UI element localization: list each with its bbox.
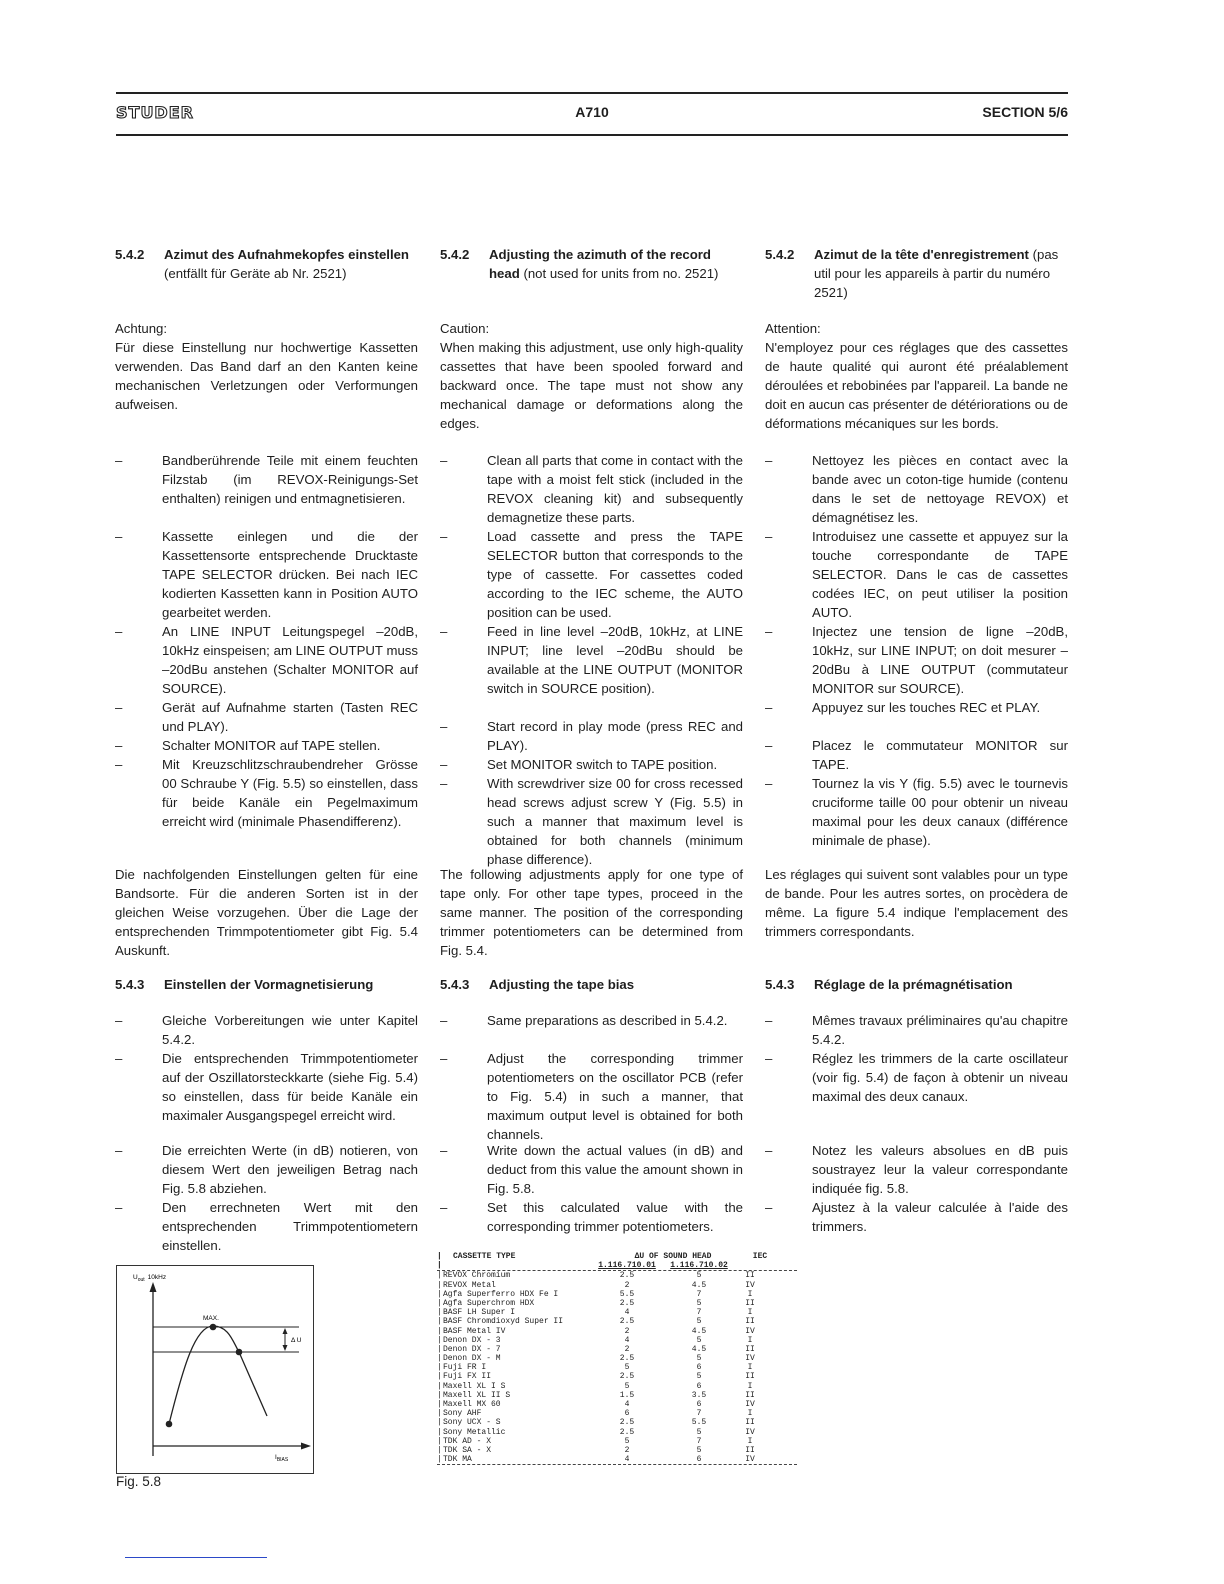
header-cassette-type: CASSETTE TYPE — [453, 1252, 516, 1261]
cell-delta-u-01: 5 — [624, 1436, 630, 1446]
cell-delta-u-02: 4.5 — [691, 1344, 707, 1354]
table-row: | TDK MA 4 6 IV — [437, 1455, 797, 1465]
y-axis-arrow — [150, 1282, 157, 1292]
step-en-5: – Set MONITOR switch to TAPE position. — [440, 757, 718, 772]
step-en-2: – Load cassette and press the TAPE SELECTOR button that corresponds to the type of cassette. For cassettes coded according to the IEC scheme, the AUTO position can be used. — [440, 529, 743, 620]
table-row: | TDK SA - X 2 5 II — [437, 1446, 797, 1455]
caution-text-fr: N'employez pour ces réglages que des cassettes de haute qualité qui auront été préalablement déroulées et rebobinées par l'appareil. La bande ne doit en aucun cas présenter de détériorations ou de déformations mécaniques sur les bords. — [765, 340, 1068, 431]
table-header-row: | CASSETTE TYPE ΔU OF SOUND HEAD IEC — [437, 1252, 797, 1261]
cell-delta-u-01: 2 — [624, 1280, 630, 1290]
subheader-01: 1.116.710.01 — [598, 1261, 656, 1271]
table-row: | Maxell XL II S 1.5 3.5 II — [437, 1391, 797, 1400]
cell-delta-u-02: 5 — [696, 1317, 702, 1327]
cell-delta-u-02: 4.5 — [691, 1326, 707, 1336]
step-en-1: – Clean all parts that come in contact with the tape with a moist felt stick (included in the REVOX cleaning kit) and subsequently demagnetize these parts. — [440, 453, 743, 525]
bias-step-en-1: – Same preparations as described in 5.4.2. — [440, 1013, 728, 1028]
model-name: A710 — [575, 104, 609, 120]
figure-5-8 — [116, 1265, 314, 1474]
table-row: | BASF Metal IV 2 4.5 IV — [437, 1327, 797, 1336]
cell-iec: I — [747, 1335, 753, 1345]
table-row: | Fuji FR I 5 6 I — [437, 1363, 797, 1372]
table-row: | Sony UCX - S 2.5 5.5 II — [437, 1418, 797, 1427]
max-point — [210, 1324, 217, 1331]
cell-iec: I — [747, 1381, 753, 1391]
cell-cassette-type: Maxell MX 60 — [443, 1400, 501, 1409]
cell-delta-u-01: 4 — [624, 1335, 630, 1345]
heading-543-de: 5.4.3 Einstellen der Vormagnetisierung — [115, 977, 374, 992]
cell-cassette-type: Maxell XL I S — [443, 1381, 506, 1391]
cell-delta-u-01: 2.5 — [619, 1271, 635, 1281]
bias-step-en-4: – Set this calculated value with the corresponding trimmer potentiometers. — [440, 1200, 743, 1234]
following-text-en: The following adjustments apply for one type of tape only. For other tape types, proceed in the same manner. The position of the corresponding trimmer potentiometers can be determined from Fig. 5.4. — [440, 867, 743, 958]
cell-delta-u-01: 2 — [624, 1445, 630, 1455]
cell-cassette-type: Denon DX - M — [443, 1354, 501, 1364]
cell-delta-u-01: 2.5 — [619, 1418, 635, 1428]
table-row: | Agfa Superchrom HDX 2.5 5 II — [437, 1299, 797, 1308]
cell-iec: I — [747, 1436, 753, 1446]
cell-cassette-type: TDK MA — [443, 1455, 472, 1465]
cell-iec: IV — [745, 1354, 755, 1364]
header-iec: IEC — [752, 1252, 768, 1261]
cell-iec: IV — [745, 1427, 755, 1437]
step-fr-5: – Placez le commutateur MONITOR sur TAPE. — [765, 738, 1068, 772]
y-axis-label: $U_{out}$ 10kHz — [133, 1274, 167, 1283]
cell-iec: II — [745, 1271, 755, 1281]
cell-cassette-type: REVOX Metal — [443, 1280, 496, 1290]
cell-delta-u-02: 7 — [696, 1409, 702, 1419]
cell-cassette-type: Agfa Superchrom HDX — [443, 1298, 535, 1308]
cell-delta-u-01: 5.5 — [619, 1289, 635, 1299]
cell-cassette-type: Fuji FR I — [443, 1363, 487, 1373]
cell-iec: II — [745, 1298, 755, 1308]
cell-iec: IV — [745, 1326, 755, 1336]
table-row: | Denon DX - M 2.5 5 IV — [437, 1354, 797, 1363]
following-text-de: Die nachfolgenden Einstellungen gelten für eine Bandsorte. Für die anderen Sorten ist in der gleichen Weise vorzugehen. Über die Lage der entsprechenden Trimmpotentiometer gibt Fig. 5.4 Auskunft. — [115, 867, 418, 958]
cell-cassette-type: REVOX Chromium — [443, 1271, 511, 1281]
bias-step-de-1: – Gleiche Vorbereitungen wie unter Kapitel 5.4.2. — [115, 1013, 418, 1047]
bias-step-en-3: – Write down the actual values (in dB) and deduct from this value the amount shown in Fig. 5.8. — [440, 1143, 743, 1196]
bias-step-de-4: – Den errechneten Wert mit den entsprechenden Trimmpotentiometern einstellen. — [115, 1200, 418, 1253]
heading-542-en: 5.4.2 Adjusting the azimuth of the record head (not used for units from no. 2521) — [440, 247, 719, 281]
delta-point — [236, 1349, 243, 1356]
step-fr-2: – Introduisez une cassette et appuyez sur la touche correspondante de TAPE SELECTOR. Dans le cas de cassettes codées IEC, on peut utiliser la position AUTO. — [765, 529, 1068, 620]
cell-delta-u-02: 6 — [696, 1381, 702, 1391]
cell-delta-u-02: 5 — [696, 1354, 702, 1364]
table-row: | TDK AD - X 5 7 I — [437, 1437, 797, 1446]
bias-step-de-2: – Die entsprechenden Trimmpotentiometer auf der Oszillatorsteckkarte (siehe Fig. 5.4) so einstellen, dass für beide Kanäle ein maximaler Ausgangspegel erreicht wird. — [115, 1051, 418, 1123]
table-row: | REVOX Chromium 2.5 5 II — [437, 1271, 797, 1280]
table-body — [437, 1271, 797, 1465]
caution-text-en: When making this adjustment, use only high-quality cassettes that have been spooled forward and backward once. The tape must not show any mechanical damage or deformations along the edges. — [440, 340, 743, 431]
start-point — [166, 1421, 173, 1428]
bias-step-en-2: – Adjust the corresponding trimmer potentiometers on the oscillator PCB (refer to Fig. 5.4) in such a manner, that maximum output level is obtained for both channels. — [440, 1051, 743, 1142]
brand-logo: STUDER — [116, 103, 194, 122]
cell-delta-u-01: 2.5 — [619, 1354, 635, 1364]
cell-delta-u-01: 2.5 — [619, 1298, 635, 1308]
table-row: | Sony AHF 6 7 I — [437, 1409, 797, 1418]
cell-iec: IV — [745, 1455, 755, 1465]
cell-delta-u-02: 4.5 — [691, 1280, 707, 1290]
cell-delta-u-01: 2 — [624, 1326, 630, 1336]
step-en-3: – Feed in line level –20dB, 10kHz, at LINE INPUT; line level –20dBu should be available at the LINE OUTPUT (MONITOR switch in SOURCE position). — [440, 624, 743, 696]
cell-cassette-type: Maxell XL II S — [443, 1390, 511, 1400]
bias-step-de-3: – Die erreichten Werte (in dB) notieren, von diesem Wert den jeweiligen Betrag nach Fig. 5.8 abziehen. — [115, 1143, 418, 1196]
cell-cassette-type: Sony AHF — [443, 1409, 482, 1419]
delta-label: Δ U — [291, 1337, 302, 1344]
cell-iec: I — [747, 1289, 753, 1299]
cell-delta-u-01: 2 — [624, 1344, 630, 1354]
cell-delta-u-01: 2.5 — [619, 1427, 635, 1437]
bias-step-fr-2: – Réglez les trimmers de la carte oscillateur (voir fig. 5.4) de façon à obtenir un niveau maximal des deux canaux. — [765, 1051, 1068, 1104]
page-header — [116, 92, 1068, 136]
step-de-5: – Schalter MONITOR auf TAPE stellen. — [115, 738, 381, 753]
heading-542-de: 5.4.2 Azimut des Aufnahmekopfes einstellen (entfällt für Geräte ab Nr. 2521) — [115, 247, 409, 281]
cell-iec: I — [747, 1308, 753, 1318]
header-delta-u: ΔU OF SOUND HEAD — [634, 1252, 712, 1261]
step-fr-3: – Injectez une tension de ligne –20dB, 10kHz, sur LINE INPUT; on doit mesurer –20dBu à LINE OUTPUT (commutateur MONITOR sur SOURCE). — [765, 624, 1068, 696]
bias-curve — [169, 1326, 267, 1424]
cell-delta-u-01: 5 — [624, 1381, 630, 1391]
following-text-fr: Les réglages qui suivent sont valables pour un type de bande. Pour les autres sortes, on procèdera de même. La figure 5.4 indique l'emplacement des trimmers correspondants. — [765, 867, 1068, 939]
heading-543-en: 5.4.3 Adjusting the tape bias — [440, 977, 635, 992]
step-de-4: – Gerät auf Aufnahme starten (Tasten REC und PLAY). — [115, 700, 418, 734]
bias-step-fr-1: – Mêmes travaux préliminaires qu'au chapitre 5.4.2. — [765, 1013, 1068, 1047]
bias-step-fr-3: – Notez les valeurs absolues en dB puis soustrayez leur la valeur correspondante indiquée fig. 5.8. — [765, 1143, 1068, 1196]
cell-iec: I — [747, 1363, 753, 1373]
table-row: | Maxell XL I S 5 6 I — [437, 1382, 797, 1391]
cell-cassette-type: Sony UCX - S — [443, 1418, 501, 1428]
cassette-table — [437, 1252, 797, 1465]
cell-delta-u-02: 7 — [696, 1308, 702, 1318]
cell-cassette-type: Denon DX - 3 — [443, 1335, 501, 1345]
step-en-4: – Start record in play mode (press REC and PLAY). — [440, 719, 743, 753]
heading-543-fr: 5.4.3 Réglage de la prémagnétisation — [765, 977, 1013, 992]
caution-label-fr: Attention: — [765, 321, 821, 336]
step-de-3: – An LINE INPUT Leitungspegel –20dB, 10kHz einspeisen; am LINE OUTPUT muss –20dBu anstehen (Schalter MONITOR auf SOURCE). — [115, 624, 418, 696]
caution-label-en: Caution: — [440, 321, 490, 336]
cell-iec: II — [745, 1317, 755, 1327]
cell-delta-u-02: 3.5 — [691, 1390, 707, 1400]
cell-delta-u-02: 7 — [696, 1289, 702, 1299]
table-row: | BASF LH Super I 4 7 I — [437, 1308, 797, 1317]
cell-delta-u-01: 2.5 — [619, 1372, 635, 1382]
table-row: | Maxell MX 60 4 6 IV — [437, 1400, 797, 1409]
step-fr-6: – Tournez la vis Y (fig. 5.5) avec le tournevis cruciforme taille 00 pour obtenir un niveau maximal pour les deux canaux (différence minimale de phase). — [765, 776, 1068, 848]
cell-delta-u-01: 2.5 — [619, 1317, 635, 1327]
cell-delta-u-01: 6 — [624, 1409, 630, 1419]
cell-delta-u-01: 4 — [624, 1400, 630, 1409]
cell-iec: II — [745, 1445, 755, 1455]
cell-delta-u-02: 6 — [696, 1455, 702, 1465]
step-de-2: – Kassette einlegen und die der Kassettensorte entsprechende Drucktaste TAPE SELECTOR drücken. Bei nach IEC kodierten Kassetten kann in Position AUTO gearbeitet werden. — [115, 529, 418, 620]
cell-cassette-type: BASF LH Super I — [443, 1308, 516, 1318]
cell-delta-u-01: 4 — [624, 1455, 630, 1465]
cell-delta-u-01: 5 — [624, 1363, 630, 1373]
footer-rule — [125, 1557, 267, 1558]
cell-delta-u-02: 5 — [696, 1271, 702, 1281]
cell-delta-u-02: 5 — [696, 1335, 702, 1345]
bias-step-fr-4: – Ajustez à la valeur calculée à l'aide des trimmers. — [765, 1200, 1068, 1234]
caution-text-de: Für diese Einstellung nur hochwertige Kassetten verwenden. Das Band darf an den Kanten keine mechanischen Verletzungen oder Verformungen aufweisen. — [115, 340, 418, 412]
cell-cassette-type: TDK AD - X — [443, 1436, 492, 1446]
cell-delta-u-02: 5 — [696, 1372, 702, 1382]
table-row: | BASF Chromdioxyd Super II 2.5 5 II — [437, 1317, 797, 1326]
table-row: | Fuji FX II 2.5 5 II — [437, 1372, 797, 1381]
section-label: SECTION 5/6 — [982, 104, 1068, 120]
subheader-02: 1.116.710.02 — [670, 1261, 728, 1271]
cell-cassette-type: BASF Metal IV — [443, 1326, 506, 1336]
cell-cassette-type: Agfa Superferro HDX Fe I — [443, 1289, 559, 1299]
figure-caption: Fig. 5.8 — [116, 1474, 162, 1489]
x-axis-arrow — [301, 1443, 311, 1450]
cell-cassette-type: Denon DX - 7 — [443, 1344, 501, 1354]
cell-iec: II — [745, 1390, 755, 1400]
table-row: | Denon DX - 3 4 5 I — [437, 1336, 797, 1345]
cell-iec: II — [745, 1418, 755, 1428]
table-row: | Agfa Superferro HDX Fe I 5.5 7 I — [437, 1290, 797, 1299]
cell-iec: II — [745, 1344, 755, 1354]
cell-delta-u-01: 4 — [624, 1308, 630, 1318]
cell-cassette-type: TDK SA - X — [443, 1445, 492, 1455]
cell-delta-u-02: 7 — [696, 1436, 702, 1446]
cell-iec: IV — [745, 1280, 755, 1290]
cell-delta-u-02: 6 — [696, 1400, 702, 1409]
bias-curve-diagram — [117, 1266, 313, 1473]
step-de-6: – Mit Kreuzschlitzschraubendreher Grösse 00 Schraube Y (Fig. 5.5) so einstellen, dass für beide Kanäle ein Pegelmaximum erreicht wird (minimale Phasendifferenz). — [115, 757, 418, 829]
cell-delta-u-02: 5 — [696, 1445, 702, 1455]
cell-cassette-type: Sony Metallic — [443, 1427, 506, 1437]
cell-iec: IV — [745, 1400, 755, 1409]
step-en-6: – With screwdriver size 00 for cross recessed head screws adjust screw Y (Fig. 5.5) in such a manner that maximum level is obtained for both channels (minimum phase difference). — [440, 776, 743, 867]
max-label: MAX. — [203, 1315, 219, 1322]
table-subheader-row: | 1.116.710.01 1.116.710.02 — [437, 1261, 797, 1271]
cell-delta-u-02: 6 — [696, 1363, 702, 1373]
table-row: | Denon DX - 7 2 4.5 II — [437, 1345, 797, 1354]
cell-delta-u-01: 1.5 — [619, 1390, 635, 1400]
delta-arrow-down — [283, 1345, 288, 1351]
cell-delta-u-02: 5 — [696, 1427, 702, 1437]
cell-cassette-type: BASF Chromdioxyd Super II — [443, 1317, 564, 1327]
table-row: | REVOX Metal 2 4.5 IV — [437, 1281, 797, 1290]
cell-delta-u-02: 5 — [696, 1298, 702, 1308]
table-row: | Sony Metallic 2.5 5 IV — [437, 1428, 797, 1437]
cell-iec: I — [747, 1409, 753, 1419]
x-axis-label: $I_{BIAS}$ — [275, 1454, 289, 1463]
heading-542-fr: 5.4.2 Azimut de la tête d'enregistrement (pas util pour les appareils à partir du numéro 2521) — [765, 247, 1059, 300]
cell-cassette-type: Fuji FX II — [443, 1372, 492, 1382]
cell-iec: II — [745, 1372, 755, 1382]
caution-label-de: Achtung: — [115, 321, 168, 336]
step-fr-4: – Appuyez sur les touches REC et PLAY. — [765, 700, 1041, 715]
step-fr-1: – Nettoyez les pièces en contact avec la bande avec un coton-tige humide (contenu dans le set de nettoyage REVOX) et démagnétisez les. — [765, 453, 1068, 525]
delta-arrow-up — [283, 1328, 288, 1334]
step-de-1: – Bandberührende Teile mit einem feuchten Filzstab (im REVOX-Reinigungs-Set enthalten) reinigen und entmagnetisieren. — [115, 453, 418, 506]
cell-delta-u-02: 5.5 — [691, 1418, 707, 1428]
